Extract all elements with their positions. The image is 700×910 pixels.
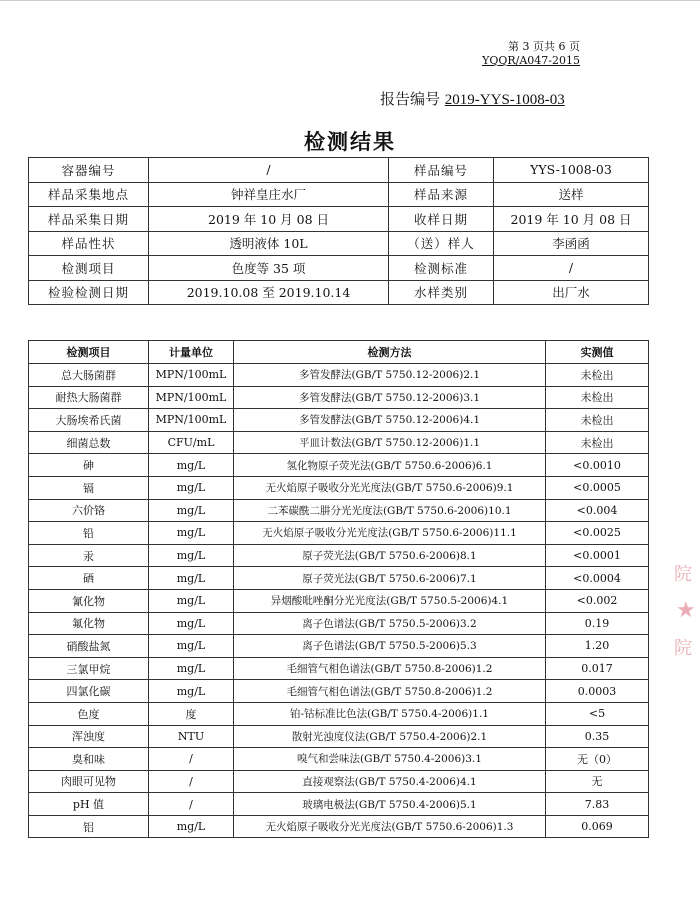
table-row — [29, 589, 649, 612]
table-row — [29, 409, 649, 432]
info-row — [29, 207, 649, 232]
page-top-border — [0, 0, 700, 1]
column-header-item: 检测项目 — [29, 341, 149, 364]
unit-cell: mg/L — [149, 680, 234, 703]
item-cell: 肉眼可见物 — [29, 770, 149, 793]
value-cell: <0.004 — [546, 499, 649, 522]
value-cell: <0.0025 — [546, 522, 649, 545]
table-row — [29, 499, 649, 522]
nature-label: 样品性状 — [29, 231, 149, 256]
column-header-method: 检测方法 — [234, 341, 546, 364]
method-cell: 多管发酵法(GB/T 5750.12-2006)3.1 — [234, 386, 546, 409]
unit-cell: mg/L — [149, 544, 234, 567]
table-row — [29, 702, 649, 725]
table-row — [29, 635, 649, 658]
site-label: 样品采集地点 — [29, 182, 149, 207]
item-cell: 氟化物 — [29, 612, 149, 635]
value-cell: 未检出 — [546, 386, 649, 409]
method-cell: 平皿计数法(GB/T 5750.12-2006)1.1 — [234, 431, 546, 454]
table-row — [29, 793, 649, 816]
table-row — [29, 454, 649, 477]
value-cell: 0.19 — [546, 612, 649, 635]
sample-info-table — [28, 157, 649, 305]
item-cell: 砷 — [29, 454, 149, 477]
item-cell: 汞 — [29, 544, 149, 567]
item-cell: 三氯甲烷 — [29, 657, 149, 680]
method-cell: 玻璃电极法(GB/T 5750.4-2006)5.1 — [234, 793, 546, 816]
collect-date-label: 样品采集日期 — [29, 207, 149, 232]
method-cell: 原子荧光法(GB/T 5750.6-2006)7.1 — [234, 567, 546, 590]
standard-label: 检测标准 — [389, 256, 494, 281]
unit-cell: mg/L — [149, 612, 234, 635]
unit-cell: mg/L — [149, 476, 234, 499]
method-cell: 无火焰原子吸收分光光度法(GB/T 5750.6-2006)11.1 — [234, 522, 546, 545]
item-cell: 色度 — [29, 702, 149, 725]
table-row — [29, 815, 649, 838]
value-cell: 无 — [546, 770, 649, 793]
table-row — [29, 431, 649, 454]
unit-cell: mg/L — [149, 815, 234, 838]
item-cell: 四氯化碳 — [29, 680, 149, 703]
water-type-value: 出厂水 — [494, 280, 649, 305]
unit-cell: CFU/mL — [149, 431, 234, 454]
report-number-value: 2019-YYS-1008-03 — [444, 92, 565, 108]
value-cell: 0.0003 — [546, 680, 649, 703]
value-cell: <0.002 — [546, 589, 649, 612]
results-header-row — [29, 341, 649, 364]
results-table — [28, 340, 649, 838]
source-value: 送样 — [494, 182, 649, 207]
method-cell: 氢化物原子荧光法(GB/T 5750.6-2006)6.1 — [234, 454, 546, 477]
unit-cell: MPN/100mL — [149, 386, 234, 409]
unit-cell: NTU — [149, 725, 234, 748]
value-cell: <0.0004 — [546, 567, 649, 590]
method-cell: 原子荧光法(GB/T 5750.6-2006)8.1 — [234, 544, 546, 567]
page-number: 第 3 页共 6 页 — [508, 40, 580, 53]
unit-cell: mg/L — [149, 635, 234, 658]
water-type-label: 水样类别 — [389, 280, 494, 305]
report-number-label: 报告编号 — [380, 90, 441, 108]
method-cell: 嗅气和尝味法(GB/T 5750.4-2006)3.1 — [234, 748, 546, 771]
table-row — [29, 680, 649, 703]
table-row — [29, 364, 649, 387]
method-cell: 散射光浊度仪法(GB/T 5750.4-2006)2.1 — [234, 725, 546, 748]
method-cell: 多管发酵法(GB/T 5750.12-2006)4.1 — [234, 409, 546, 432]
page-title: 检测结果 — [304, 129, 396, 154]
value-cell: <0.0001 — [546, 544, 649, 567]
info-row — [29, 231, 649, 256]
sender-value: 李函函 — [494, 231, 649, 256]
nature-value: 透明液体 10L — [149, 231, 389, 256]
item-cell: 镉 — [29, 476, 149, 499]
item-cell: 铝 — [29, 815, 149, 838]
unit-cell: mg/L — [149, 589, 234, 612]
column-header-value: 实测值 — [546, 341, 649, 364]
method-cell: 无火焰原子吸收分光光度法(GB/T 5750.6-2006)1.3 — [234, 815, 546, 838]
method-cell: 离子色谱法(GB/T 5750.5-2006)5.3 — [234, 635, 546, 658]
value-cell: 0.017 — [546, 657, 649, 680]
sample-no-label: 样品编号 — [389, 158, 494, 183]
value-cell: 0.35 — [546, 725, 649, 748]
unit-cell: mg/L — [149, 499, 234, 522]
site-value: 钟祥皇庄水厂 — [149, 182, 389, 207]
receive-date-value: 2019 年 10 月 08 日 — [494, 207, 649, 232]
method-cell: 毛细管气相色谱法(GB/T 5750.8-2006)1.2 — [234, 657, 546, 680]
unit-cell: MPN/100mL — [149, 364, 234, 387]
info-row — [29, 158, 649, 183]
method-cell: 二苯碳酰二肼分光光度法(GB/T 5750.6-2006)10.1 — [234, 499, 546, 522]
item-cell: 耐热大肠菌群 — [29, 386, 149, 409]
test-date-label: 检验检测日期 — [29, 280, 149, 305]
method-cell: 直接观察法(GB/T 5750.4-2006)4.1 — [234, 770, 546, 793]
column-header-unit: 计量单位 — [149, 341, 234, 364]
item-cell: 大肠埃希氏菌 — [29, 409, 149, 432]
table-row — [29, 567, 649, 590]
table-row — [29, 476, 649, 499]
unit-cell: / — [149, 770, 234, 793]
method-cell: 毛细管气相色谱法(GB/T 5750.8-2006)1.2 — [234, 680, 546, 703]
receive-date-label: 收样日期 — [389, 207, 494, 232]
item-cell: 氰化物 — [29, 589, 149, 612]
item-cell: 臭和味 — [29, 748, 149, 771]
items-value: 色度等 35 项 — [149, 256, 389, 281]
report-number — [380, 88, 565, 109]
table-row — [29, 386, 649, 409]
table-row — [29, 544, 649, 567]
value-cell: 0.069 — [546, 815, 649, 838]
table-row — [29, 522, 649, 545]
standard-value: / — [494, 256, 649, 281]
table-row — [29, 770, 649, 793]
value-cell: <5 — [546, 702, 649, 725]
item-cell: 总大肠菌群 — [29, 364, 149, 387]
items-label: 检测项目 — [29, 256, 149, 281]
item-cell: 硒 — [29, 567, 149, 590]
info-row — [29, 256, 649, 281]
table-row — [29, 612, 649, 635]
container-no-label: 容器编号 — [29, 158, 149, 183]
source-label: 样品来源 — [389, 182, 494, 207]
collect-date-value: 2019 年 10 月 08 日 — [149, 207, 389, 232]
method-cell: 多管发酵法(GB/T 5750.12-2006)2.1 — [234, 364, 546, 387]
value-cell: 7.83 — [546, 793, 649, 816]
item-cell: 硝酸盐氮 — [29, 635, 149, 658]
unit-cell: 度 — [149, 702, 234, 725]
sender-label: （送）样人 — [389, 231, 494, 256]
page-info — [0, 40, 580, 68]
method-cell: 离子色谱法(GB/T 5750.5-2006)3.2 — [234, 612, 546, 635]
method-cell: 无火焰原子吸收分光光度法(GB/T 5750.6-2006)9.1 — [234, 476, 546, 499]
unit-cell: MPN/100mL — [149, 409, 234, 432]
value-cell: <0.0005 — [546, 476, 649, 499]
table-row — [29, 657, 649, 680]
unit-cell: / — [149, 793, 234, 816]
value-cell: 未检出 — [546, 409, 649, 432]
unit-cell: mg/L — [149, 454, 234, 477]
value-cell: 未检出 — [546, 364, 649, 387]
info-row — [29, 182, 649, 207]
container-no-value: / — [149, 158, 389, 183]
item-cell: 六价铬 — [29, 499, 149, 522]
unit-cell: mg/L — [149, 567, 234, 590]
unit-cell: mg/L — [149, 657, 234, 680]
unit-cell: mg/L — [149, 522, 234, 545]
value-cell: <0.0010 — [546, 454, 649, 477]
table-row — [29, 748, 649, 771]
value-cell: 1.20 — [546, 635, 649, 658]
item-cell: 浑浊度 — [29, 725, 149, 748]
method-cell: 铂-钴标准比色法(GB/T 5750.4-2006)1.1 — [234, 702, 546, 725]
sample-no-value: YYS-1008-03 — [494, 158, 649, 183]
item-cell: 铅 — [29, 522, 149, 545]
form-code: YQQR/A047-2015 — [482, 54, 580, 67]
table-row — [29, 725, 649, 748]
item-cell: 细菌总数 — [29, 431, 149, 454]
method-cell: 异烟酸吡唑酮分光光度法(GB/T 5750.5-2006)4.1 — [234, 589, 546, 612]
test-date-value: 2019.10.08 至 2019.10.14 — [149, 280, 389, 305]
value-cell: 无（0） — [546, 748, 649, 771]
info-row — [29, 280, 649, 305]
seal-stamp: 院 ★ 院 — [674, 564, 696, 659]
item-cell: pH 值 — [29, 793, 149, 816]
unit-cell: / — [149, 748, 234, 771]
value-cell: 未检出 — [546, 431, 649, 454]
